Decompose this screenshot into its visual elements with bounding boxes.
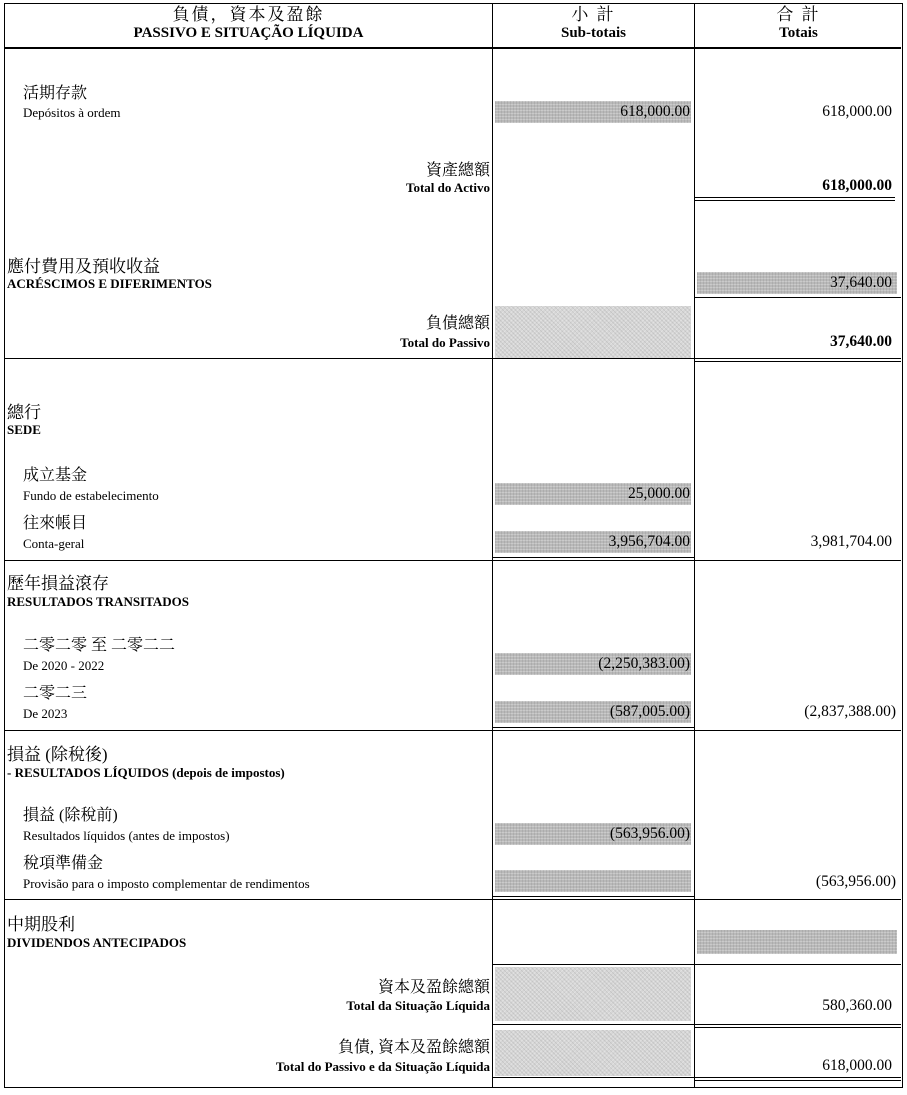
grand-total-label-pt: Total do Passivo e da Situação Líquida [275,1059,490,1074]
accruals-rule [695,297,901,298]
deposits-label-pt: Depósitos à ordem [23,105,121,120]
account-subtotal: 3,956,704.00 [608,533,690,550]
header-subtotals-cn: 小 計 [571,5,616,24]
grand-total-label-cn: 負債, 資本及盈餘總額 [337,1039,490,1056]
account-label-pt: Conta-geral [23,536,85,551]
total-liabilities-label-cn: 負債總額 [425,315,490,332]
grand-total-total: 618,000.00 [822,1057,892,1074]
total-liabilities-label-pt: Total do Passivo [400,335,490,350]
header-col-subtotals [493,6,694,42]
head-office-label-pt: SEDE [7,422,41,437]
total-assets-rule-2 [695,200,895,201]
deposits-total: 618,000.00 [822,103,892,120]
tax-provision-label-pt: Provisão para o imposto complementar de rendimentos [23,876,310,891]
total-assets-rule-1 [695,197,895,198]
header-col-description [5,6,492,42]
total-assets-label-pt: Total do Activo [405,180,490,195]
net-results-subtotal-rule [493,896,694,897]
total-equity-rule-1 [493,1024,901,1025]
retained-subtotal-rule [493,727,694,728]
header-col-totals [695,6,902,42]
net-results-label-cn: 損益 (除稅後) [7,745,108,764]
accruals-total: 37,640.00 [830,274,892,291]
total-equity-rule-2 [695,1027,901,1028]
column-divider-1 [492,4,493,1087]
total-liabilities-total: 37,640.00 [830,333,892,350]
grand-total-subtotal-shade [495,1030,691,1076]
net-results-rule [5,899,901,900]
dividends-total-shade [697,930,897,954]
net-results-label-pt: - RESULTADOS LÍQUIDOS (depois de impostos) [7,765,285,780]
header-bottom-rule [5,47,901,49]
before-tax-label-cn: 損益 (除稅前) [23,807,118,824]
net-results-total: (563,956.00) [815,873,896,890]
fund-label-cn: 成立基金 [23,467,88,484]
retained-rule [5,730,901,731]
deposits-subtotal: 618,000.00 [620,103,690,120]
retained-period2-label-cn: 二零二三 [23,685,88,702]
total-liabilities-subtotal-shade [495,306,691,358]
retained-label-pt: RESULTADOS TRANSITADOS [7,594,189,609]
before-tax-label-pt: Resultados líquidos (antes de impostos) [23,828,230,843]
account-label-cn: 往來帳目 [23,515,88,532]
header-totals-pt: Totais [779,25,818,41]
retained-label-cn: 歷年損益滾存 [7,574,109,593]
retained-total: (2,837,388.00) [804,703,896,720]
before-tax-subtotal: (563,956.00) [609,825,690,842]
total-liabilities-rule-1 [5,358,901,359]
total-equity-label-cn: 資本及盈餘總額 [377,979,490,996]
deposits-label-cn: 活期存款 [23,85,88,102]
head-office-subtotal-rule [493,557,694,558]
accruals-label-pt: ACRÉSCIMOS E DIFERIMENTOS [7,276,212,291]
dividends-label-pt: DIVIDENDOS ANTECIPADOS [7,935,187,950]
balance-sheet [4,3,903,1088]
dividends-label-cn: 中期股利 [7,915,75,934]
retained-period1-label-cn: 二零二零 至 二零二二 [23,637,176,654]
fund-label-pt: Fundo de estabelecimento [23,488,159,503]
column-divider-2 [694,4,695,1087]
header-subtotals-pt: Sub-totais [560,25,627,41]
header-description-cn: 負債，資本及盈餘 [172,5,325,24]
total-equity-total: 580,360.00 [822,997,892,1014]
retained-period1-subtotal: (2,250,383.00) [598,655,690,672]
retained-period2-label-pt: De 2023 [23,706,68,721]
retained-period2-subtotal: (587,005.00) [609,703,690,720]
tax-provision-subtotal-shade [495,870,691,892]
total-equity-subtotal-shade [495,967,691,1021]
dividends-rule [493,964,901,965]
head-office-total: 3,981,704.00 [810,533,892,550]
grand-total-rule-1 [493,1077,901,1078]
grand-total-rule-2 [695,1080,901,1081]
head-office-rule [5,560,901,561]
header-description-pt: PASSIVO E SITUAÇÃO LÍQUIDA [133,25,364,41]
total-equity-label-pt: Total da Situação Líquida [346,998,490,1013]
tax-provision-label-cn: 稅項準備金 [23,855,104,872]
total-assets-label-cn: 資產總額 [425,162,490,179]
head-office-label-cn: 總行 [7,403,41,422]
header-totals-cn: 合 計 [776,5,821,24]
total-assets-total: 618,000.00 [822,177,892,194]
fund-subtotal: 25,000.00 [628,485,690,502]
accruals-label-cn: 應付費用及預收收益 [7,257,160,276]
total-liabilities-rule-2 [695,361,901,362]
retained-period1-label-pt: De 2020 - 2022 [23,658,105,673]
